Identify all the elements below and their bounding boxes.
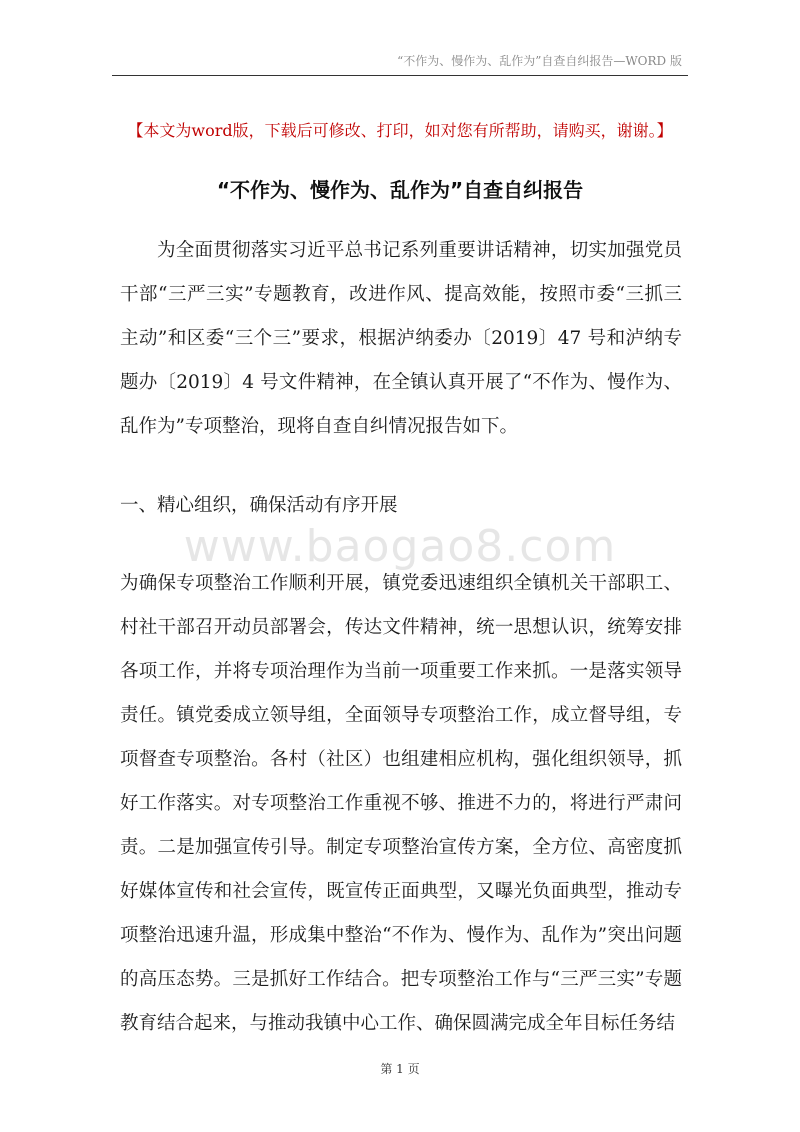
watermark-text: www.baogao8.com	[183, 521, 617, 572]
intro-paragraph: 为全面贯彻落实习近平总书记系列重要讲话精神，切实加强党员干部“三严三实”专题教育，改进作风、提高效能，按照市委“三抓三主动”和区委“三个三”要求，根据泸纳委办〔2019〕47 号和泸纳专题办〔2019〕4 号文件精神，在全镇认真开展了“不作为、慢作为、乱作为”专项整治，现将自查自纠情况报告如下。	[120, 240, 682, 437]
page-number: 第 1 页	[380, 1062, 420, 1076]
purchase-notice: 【本文为word版，下载后可修改、打印，如对您有所帮助，请购买，谢谢。】	[127, 121, 673, 140]
header-divider	[112, 75, 688, 76]
running-header: “不作为、慢作为、乱作为”自查自纠报告—WORD 版	[397, 54, 682, 68]
section-1-paragraph: 为确保专项整治工作顺利开展，镇党委迅速组织全镇机关干部职工、村社干部召开动员部署会，传达文件精神，统一思想认识，统筹安排各项工作，并将专项治理作为当前一项重要工作来抓。一是落实领导责任。镇党委成立领导组，全面领导专项整治工作，成立督导组，专项督查专项整治。各村（社区）也组建相应机构，强化组织领导，抓好工作落实。对专项整治工作重视不够、推进不力的，将进行严肃问责。二是加强宣传引导。制定专项整治宣传方案，全方位、高密度抓好媒体宣传和社会宣传，既宣传正面典型，又曝光负面典型，推动专项整治迅速升温，形成集中整治“不作为、慢作为、乱作为”突出问题的高压态势。三是抓好工作结合。把专项整治工作与“三严三实”专题教育结合起来，与推动我镇中心工作、确保圆满完成全年目标任务结	[120, 573, 682, 1034]
section-heading-1: 一、精心组织，确保活动有序开展	[120, 495, 398, 516]
document-title: “不作为、慢作为、乱作为”自查自纠报告	[216, 178, 584, 202]
